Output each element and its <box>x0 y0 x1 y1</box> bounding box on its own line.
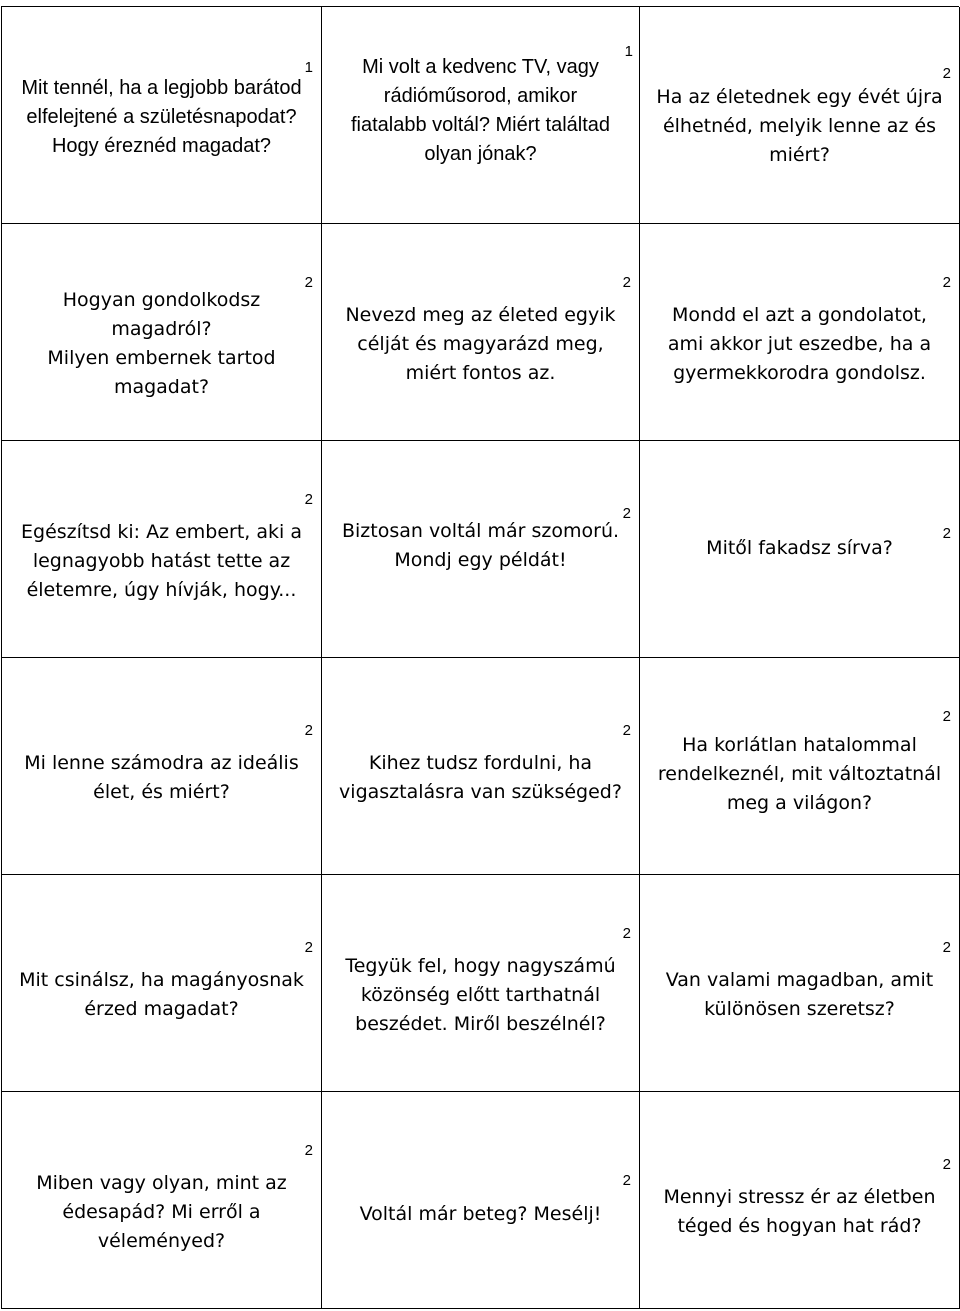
card-number: 2 <box>622 1172 631 1189</box>
card-question: Hogyan gondolkodsz magadról? Milyen embernek tartod magadat? <box>47 289 276 398</box>
card-question: Voltál már beteg? Mesélj! <box>359 1202 602 1225</box>
card-question: Nevezd meg az életed egyik célját és magyarázd meg, miért fontos az. <box>345 303 616 384</box>
card-question: Kihez tudsz fordulni, ha vigasztalásra van szükséged? <box>339 752 622 803</box>
card-number: 2 <box>942 939 951 956</box>
card-number: 2 <box>942 274 951 291</box>
card-question: Ha korlátlan hatalommal rendelkeznél, mit változtatnál meg a világon? <box>657 733 942 814</box>
question-card-grid <box>1 6 959 1309</box>
card-number: 2 <box>622 505 631 522</box>
question-card <box>322 7 640 224</box>
question-card <box>2 441 322 658</box>
card-question: Mit tennél, ha a legjobb barátod elfelejtené a születésnapodat? Hogy éreznéd magadat? <box>21 76 302 157</box>
card-question: Ha az életednek egy évét újra élhetnéd, melyik lenne az és miért? <box>656 85 943 166</box>
card-question: Mi lenne számodra az ideális élet, és miért? <box>24 752 299 803</box>
card-number: 2 <box>942 708 951 725</box>
question-card <box>640 658 960 875</box>
question-card <box>640 875 960 1092</box>
question-card <box>322 1092 640 1309</box>
question-card <box>2 7 322 224</box>
question-card <box>322 658 640 875</box>
card-number: 2 <box>622 274 631 291</box>
question-card <box>322 224 640 441</box>
card-number: 2 <box>304 1142 313 1159</box>
card-question: Tegyük fel, hogy nagyszámú közönség előtt tarthatnál beszédet. Miről beszélnél? <box>345 954 616 1035</box>
card-question: Mit csinálsz, ha magányosnak érzed magadat? <box>19 969 304 1020</box>
card-question: Biztosan voltál már szomorú. Mondj egy példát! <box>341 520 620 571</box>
card-number: 1 <box>304 59 313 76</box>
question-card <box>640 441 960 658</box>
question-card <box>640 224 960 441</box>
card-number: 2 <box>942 525 951 542</box>
card-question: Miben vagy olyan, mint az édesapád? Mi erről a véleményed? <box>36 1171 287 1252</box>
card-question: Mi volt a kedvenc TV, vagy rádióműsorod, amikor fiatalabb voltál? Miért találtad olyan jónak? <box>350 56 611 165</box>
question-card <box>640 1092 960 1309</box>
card-question: Egészítsd ki: Az embert, aki a legnagyobb hatást tette az életemre, úgy hívják, hogy... <box>21 520 302 601</box>
card-question: Mitől fakadsz sírva? <box>706 536 893 559</box>
question-card <box>2 224 322 441</box>
card-number: 2 <box>942 65 951 82</box>
question-card <box>322 441 640 658</box>
question-card <box>640 7 960 224</box>
card-number: 2 <box>304 274 313 291</box>
card-number: 2 <box>942 1156 951 1173</box>
card-question: Van valami magadban, amit különösen szeretsz? <box>665 969 934 1020</box>
question-card <box>322 875 640 1092</box>
question-card <box>2 658 322 875</box>
card-number: 2 <box>622 722 631 739</box>
card-number: 2 <box>304 722 313 739</box>
card-number: 2 <box>622 925 631 942</box>
question-card <box>2 875 322 1092</box>
question-card <box>2 1092 322 1309</box>
card-number: 2 <box>304 939 313 956</box>
card-question: Mondd el azt a gondolatot, ami akkor jut eszedbe, ha a gyermekkorodra gondolsz. <box>667 303 932 384</box>
card-number: 2 <box>304 491 313 508</box>
card-question: Mennyi stressz ér az életben téged és hogyan hat rád? <box>663 1186 936 1237</box>
card-number: 1 <box>624 43 633 60</box>
